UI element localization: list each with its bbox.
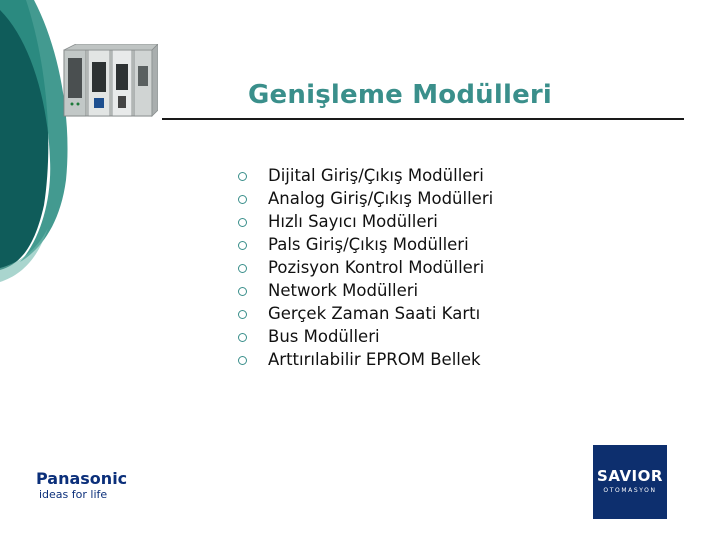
plc-device-image	[62, 44, 158, 120]
panasonic-tagline: ideas for life	[39, 488, 108, 501]
circle-bullet-icon	[238, 356, 247, 365]
bullet-text: Bus Modülleri	[268, 327, 380, 346]
bullet-text: Pals Giriş/Çıkış Modülleri	[268, 235, 469, 254]
circle-bullet-icon	[238, 195, 247, 204]
savior-subtitle: OTOMASYON	[603, 487, 657, 494]
list-item	[236, 282, 536, 300]
panasonic-logo	[36, 470, 127, 502]
list-item	[236, 305, 536, 323]
circle-bullet-icon	[238, 310, 247, 319]
bullet-text: Analog Giriş/Çıkış Modülleri	[268, 189, 494, 208]
bullet-text: Arttırılabilir EPROM Bellek	[268, 350, 481, 369]
bullet-text: Dijital Giriş/Çıkış Modülleri	[268, 166, 484, 185]
savior-logo	[593, 445, 667, 519]
bullet-text: Gerçek Zaman Saati Kartı	[268, 304, 481, 323]
bullet-text: Network Modülleri	[268, 281, 419, 300]
bullet-text: Pozisyon Kontrol Modülleri	[268, 258, 485, 277]
circle-bullet-icon	[238, 172, 247, 181]
circle-bullet-icon	[238, 241, 247, 250]
list-item	[236, 328, 536, 346]
list-item	[236, 213, 536, 231]
title-underline	[162, 118, 684, 120]
list-item	[236, 236, 536, 254]
list-item	[236, 190, 536, 208]
savior-wordmark: SAVIOR	[597, 467, 663, 485]
panasonic-wordmark: Panasonic	[36, 469, 128, 488]
circle-bullet-icon	[238, 218, 247, 227]
circle-bullet-icon	[238, 264, 247, 273]
slide-title: Genişleme Modülleri	[248, 80, 553, 110]
list-item	[236, 259, 536, 277]
list-item	[236, 351, 536, 369]
bullet-text: Hızlı Sayıcı Modülleri	[268, 212, 438, 231]
circle-bullet-icon	[238, 287, 247, 296]
list-item	[236, 167, 536, 185]
bullet-list	[236, 167, 536, 374]
circle-bullet-icon	[238, 333, 247, 342]
